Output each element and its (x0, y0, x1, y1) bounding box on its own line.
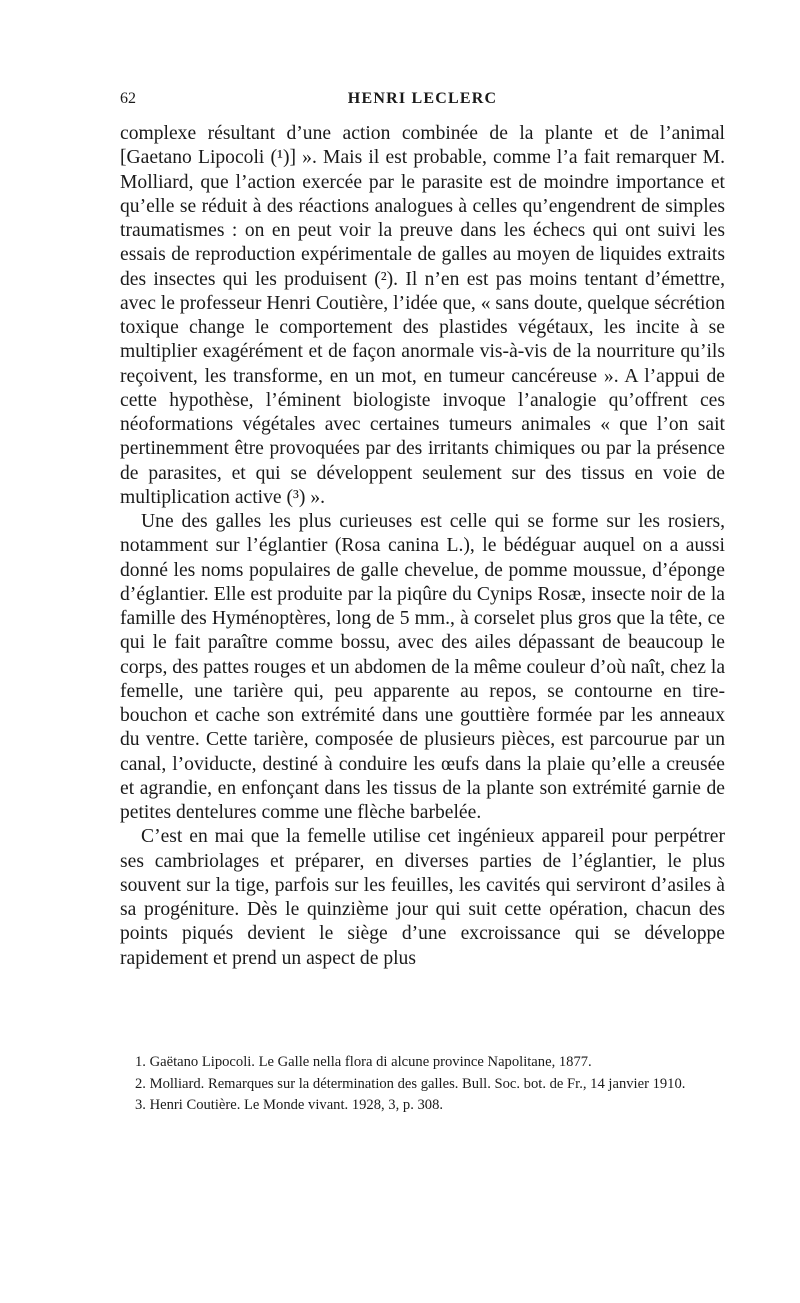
body-text (120, 122, 725, 971)
paragraph-1: complexe résultant d’une action combinée de la plante et de l’animal [Gaetano Lipocoli (¹)] ». Mais il est probable, comme l’a fait remarquer M. Molliard, que l’action exercée par le parasite est de moindre importance et qu’elle se réduit à des réactions analogues à celles qu’engendrent de simples traumatismes : on en peut voir la preuve dans les échecs qui ont suivi les essais de reproduction expérimentale de galles au moyen de liquides extraits des insectes qui les produisent (²). Il n’en est pas moins tentant d’émettre, avec le professeur Henri Coutière, l’idée que, « sans doute, quelque sécrétion toxique change le comportement des plastides végétaux, les incite à se multiplier exagérément et de façon anormale vis-à-vis de la nourriture qu’ils reçoivent, les transforme, en un mot, en tumeur cancéreuse ». A l’appui de cette hypothèse, l’éminent biologiste invoque l’analogie qu’offrent ces néoformations végétales avec certaines tumeurs animales « que l’on sait pertinemment être provoquées par des irritants chimiques ou par la présence de parasites, et qui se développent seulement sur des tissus en voie de multiplication active (³) ». (120, 123, 726, 508)
footnote-2: 2. Molliard. Remarques sur la détermination des galles. Bull. Soc. bot. de Fr., 14 janvier 1910. (135, 1075, 686, 1092)
paragraph-3: C’est en mai que la femelle utilise cet ingénieux appareil pour perpétrer ses cambriolages et préparer, en diverses parties de l’églantier, le plus souvent sur la tige, parfois sur les feuilles, les cavités qui serviront d’asiles à sa progéniture. Dès le quinzième jour qui suit cette opération, chacun des points piqués devient le siège d’une excroissance qui se développe rapidement et prend un aspect de plus (120, 826, 725, 969)
page-number: 62 (120, 90, 136, 107)
page-header (120, 90, 725, 114)
footnote-3: 3. Henri Coutière. Le Monde vivant. 1928, 3, p. 308. (135, 1097, 444, 1113)
footnotes (120, 1052, 725, 1117)
running-title: HENRI LECLERC (347, 90, 498, 107)
paragraph-2: Une des galles les plus curieuses est celle qui se forme sur les rosiers, notamment sur l’églantier (Rosa canina L.), le bédéguar auquel on a aussi donné les noms populaires de galle chevelue, de pomme moussue, d’éponge d’églantier. Elle est produite par la piqûre du Cynips Rosæ, insecte noir de la famille des Hyménoptères, long de 5 mm., à corselet plus gros que la tête, ce qui le fait paraître comme bossu, avec des ailes dépassant de beaucoup le corps, des pattes rouges et un abdomen de la même couleur d’où naît, chez la femelle, une tarière qui, peu apparente au repos, se contourne en tire-bouchon et cache son extrémité dans une gouttière formée par les anneaux du ventre. Cette tarière, composée de plusieurs pièces, est parcourue par un canal, l’oviducte, destiné à conduire les œufs dans la plaie qu’elle a creusée et agrandie, en enfonçant dans les tissus de la plante son extrémité garnie de petites dentelures comme une flèche barbelée. (120, 511, 726, 823)
footnote-1: 1. Gaëtano Lipocoli. Le Galle nella flora di alcune province Napolitane, 1877. (135, 1054, 592, 1070)
